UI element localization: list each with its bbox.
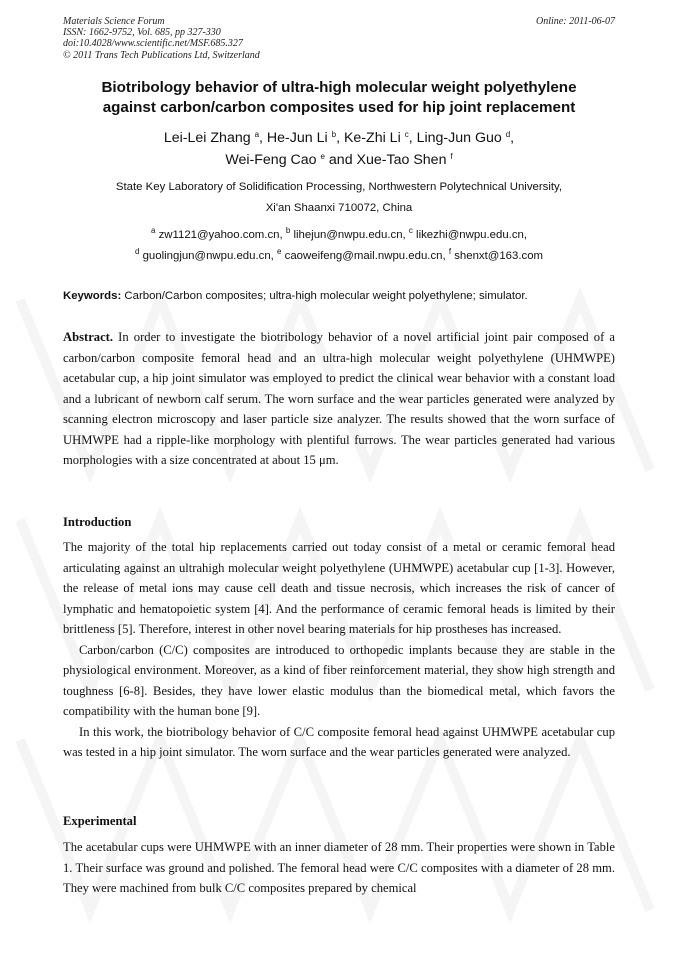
keywords-text: Carbon/Carbon composites; ultra-high molecular weight polyethylene; simulator. bbox=[124, 290, 528, 302]
email-line-1 bbox=[63, 225, 615, 246]
author-line-1: Lei-Lei Zhang $^a$, He-Jun Li $^b$, Ke-Zhi Li $^c$, Ling-Jun Guo $^d$, bbox=[163, 130, 515, 146]
author-name: Wei-Feng Cao bbox=[225, 152, 317, 168]
affiliation-line-2: Xi'an Shaanxi 710072, China bbox=[265, 202, 413, 214]
author-name: Lei-Lei Zhang bbox=[163, 130, 251, 146]
email-sup: f bbox=[448, 247, 452, 256]
email-sup: e bbox=[277, 247, 282, 256]
affiliation-line-1: State Key Laboratory of Solidification Processing, Northwestern Polytechnical University, bbox=[115, 181, 563, 193]
abstract bbox=[63, 327, 615, 471]
author-sup: e bbox=[320, 152, 325, 161]
experimental-heading: Experimental bbox=[63, 814, 137, 828]
email-sup: c bbox=[408, 226, 413, 235]
email-address[interactable]: guolingjun@nwpu.edu.cn, bbox=[142, 250, 274, 262]
online-date: Online: 2011-06-07 bbox=[536, 16, 615, 27]
author-conjunction: and bbox=[328, 152, 353, 168]
affiliation bbox=[63, 177, 615, 219]
author-line-2 bbox=[63, 149, 615, 171]
email-address[interactable]: shenxt@163.com bbox=[454, 250, 544, 262]
abstract-text: In order to investigate the biotribology behavior of a novel artificial joint pair composed of a carbon/carbon composite femoral head and an ultra-high molecular weight polyethylene (UHMWPE) acetabular cup, a hip joint simulator was employed to predict the clinical wear behavior with a constant load and a lubricant of newborn calf serum. The worn surface and the wear particles generated were analyzed by scanning electron microscopy and laser particle size analyzer. The results showed that the worn surface of UHMWPE had a ripple-like morphology with plentiful furrows. The wear particles generated had various morphologies with a size concentrated at about 15 μm. bbox=[63, 330, 615, 467]
author-name: Ke-Zhi Li bbox=[343, 130, 401, 146]
author-sup: f bbox=[450, 152, 453, 161]
experimental-paragraph-1: The acetabular cups were UHMWPE with an inner diameter of 28 mm. Their properties were shown in Table 1. Their surface was ground and polished. The femoral head were C/C composites with a diameter of 28 mm. They were machined from bulk C/C composites prepared by chemical bbox=[63, 840, 615, 895]
email-line-2 bbox=[63, 246, 615, 267]
author-sup: c bbox=[404, 130, 409, 139]
journal-doi: doi:10.4028/www.scientific.net/MSF.685.327 bbox=[63, 38, 243, 50]
paper-title bbox=[63, 78, 615, 118]
author-sup: d bbox=[505, 130, 511, 139]
author-sup: a bbox=[254, 130, 260, 139]
introduction-heading: Introduction bbox=[63, 515, 132, 529]
email-sup: a bbox=[150, 226, 156, 235]
title-line-2: against carbon/carbon composites used for hip joint replacement bbox=[102, 99, 576, 116]
introduction-paragraph-1: The majority of the total hip replacements carried out today consist of a metal or ceramic femoral head articulating against an ultrahigh molecular weight polyethylene (UHMWPE) acetabular cup [1-3]. However, the release of metal ions may cause cell death and tissue necrosis, which increases the risk of cancer of lymphatic and hematopoietic system [4]. And the performance of ceramic femoral heads is limited by their brittleness [5]. Therefore, interest in other novel bearing materials for hip prostheses has increased. bbox=[63, 540, 615, 636]
email-address[interactable]: lihejun@nwpu.edu.cn, bbox=[293, 229, 406, 241]
email-sup: d bbox=[134, 247, 140, 256]
author-name: He-Jun Li bbox=[266, 130, 328, 146]
keywords-label: Keywords: bbox=[63, 290, 122, 302]
email-address[interactable]: zw1121@yahoo.com.cn, bbox=[158, 229, 283, 241]
email-address[interactable]: likezhi@nwpu.edu.cn, bbox=[416, 229, 528, 241]
email-list bbox=[63, 225, 615, 267]
journal-header bbox=[63, 16, 615, 61]
journal-copyright: © 2011 Trans Tech Publications Ltd, Switzerland bbox=[63, 49, 260, 61]
author-list bbox=[63, 127, 615, 171]
journal-issn: ISSN: 1662-9752, Vol. 685, pp 327-330 bbox=[63, 27, 221, 39]
introduction-paragraph-2: Carbon/carbon (C/C) composites are introduced to orthopedic implants because they are stable in the physiological environment. Moreover, as a kind of fiber reinforcement material, they show high strength and toughness [6-8]. Besides, they have lower elastic modulus than the biomedical metal, which favors the compatibility with the human bone [9]. bbox=[63, 642, 615, 718]
journal-name: Materials Science Forum bbox=[63, 16, 165, 27]
introduction-body bbox=[63, 537, 615, 763]
introduction-paragraph-3: In this work, the biotribology behavior of C/C composite femoral head against UHMWPE acetabular cup was tested in a hip joint simulator. The worn surface and the wear particles generated were analyzed. bbox=[63, 724, 615, 759]
author-name: Ling-Jun Guo bbox=[416, 130, 502, 146]
author-name: Xue-Tao Shen bbox=[356, 152, 447, 168]
abstract-label: Abstract. bbox=[63, 330, 114, 344]
email-sup: b bbox=[285, 226, 291, 235]
email-address[interactable]: caoweifeng@mail.nwpu.edu.cn, bbox=[284, 250, 446, 262]
author-sup: b bbox=[331, 130, 337, 139]
title-line-1: Biotribology behavior of ultra-high molecular weight polyethylene bbox=[101, 79, 577, 96]
keywords bbox=[63, 289, 615, 303]
